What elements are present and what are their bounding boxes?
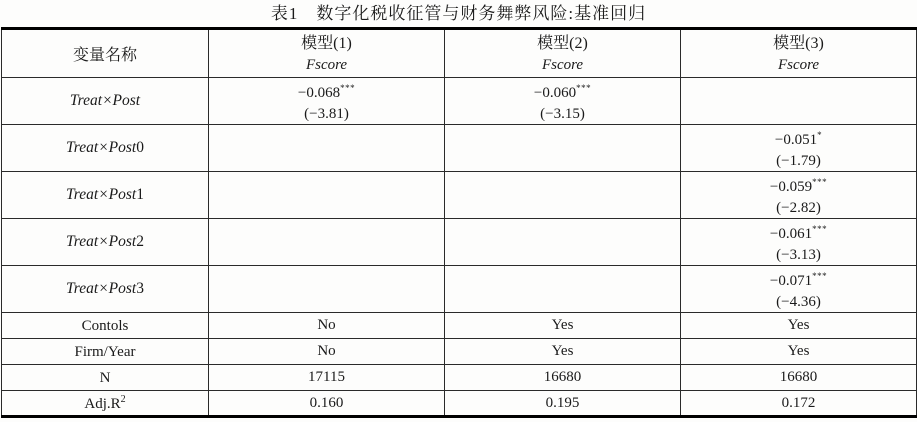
variable-name-text: Treat×Post: [66, 186, 137, 203]
coef-cell: [681, 172, 917, 219]
stat-label: [2, 391, 209, 417]
stat-label: [2, 313, 209, 339]
t-statistic: (−3.13): [776, 247, 821, 263]
variable-name-text: Treat×Post: [69, 92, 141, 109]
stat-value: 16680: [681, 365, 917, 391]
table-row-controls: [2, 313, 917, 339]
coef-cell: [209, 78, 445, 125]
dep-var-label: Fscore: [305, 56, 348, 73]
coef-cell: [681, 78, 917, 125]
header-model-2: [445, 29, 681, 78]
header-model-1: [209, 29, 445, 78]
coef-cell: [445, 125, 681, 172]
t-statistic: (−1.79): [776, 153, 821, 169]
variable-name-text: Treat×Post: [66, 280, 137, 297]
coef-cell: [445, 172, 681, 219]
variable-name: [2, 172, 209, 219]
variable-name: [2, 78, 209, 125]
significance-stars: *: [817, 130, 823, 140]
coef-cell: [445, 219, 681, 266]
header-model-3: [681, 29, 917, 78]
table-row-firm-year: [2, 339, 917, 365]
significance-stars: ***: [812, 271, 828, 281]
coefficient-value: −0.051: [774, 132, 818, 148]
variable-name-text: Treat×Post: [66, 139, 137, 156]
table-row-treat-post2: [2, 219, 917, 266]
stat-value: 0.195: [445, 391, 681, 417]
variable-name-suffix: 1: [136, 186, 144, 203]
coefficient-value: −0.068: [297, 85, 341, 101]
coefficient-value: −0.059: [769, 179, 813, 195]
coef-cell: [209, 219, 445, 266]
stat-label: [2, 339, 209, 365]
stat-value: Yes: [445, 313, 681, 339]
stat-value: 17115: [209, 365, 445, 391]
stat-label-text: N: [99, 370, 111, 386]
table-row-n: [2, 365, 917, 391]
significance-stars: ***: [340, 83, 356, 93]
stat-label-sup: 2: [120, 393, 126, 405]
variable-name: [2, 266, 209, 313]
model-name: 模型(2): [537, 34, 588, 52]
coef-cell: [209, 125, 445, 172]
stat-label-text: Adj.R: [84, 395, 121, 412]
stat-value: Yes: [445, 339, 681, 365]
regression-table: [1, 27, 917, 418]
coef-cell: [209, 172, 445, 219]
table-title: 表1 数字化税收征管与财务舞弊风险:基准回归: [270, 4, 647, 23]
dep-var-label: Fscore: [777, 56, 820, 73]
header-variable-col: 变量名称: [2, 29, 209, 78]
coefficient: [681, 172, 916, 198]
coef-cell: [681, 219, 917, 266]
dep-var-label: Fscore: [541, 56, 584, 73]
coef-cell: [445, 266, 681, 313]
stat-value: No: [209, 313, 445, 339]
t-statistic: (−3.81): [304, 106, 349, 122]
significance-stars: ***: [576, 83, 592, 93]
stat-value: 16680: [445, 365, 681, 391]
significance-stars: ***: [812, 224, 828, 234]
stat-value: No: [209, 339, 445, 365]
table-row-treat-post: [2, 78, 917, 125]
stat-label-text: Firm/Year: [74, 344, 136, 360]
coefficient: [209, 78, 444, 104]
table-header-row: [2, 29, 917, 78]
table-row-treat-post1: [2, 172, 917, 219]
significance-stars: ***: [812, 177, 828, 187]
variable-name: [2, 125, 209, 172]
model-name: 模型(1): [301, 34, 352, 52]
variable-name: [2, 219, 209, 266]
coef-cell: [445, 78, 681, 125]
stat-value: Yes: [681, 313, 917, 339]
stat-value: Yes: [681, 339, 917, 365]
t-statistic: (−2.82): [776, 200, 821, 216]
coefficient: [681, 125, 916, 151]
coef-cell: [681, 125, 917, 172]
coefficient-value: −0.061: [769, 226, 813, 242]
stat-label: [2, 365, 209, 391]
stat-label-text: Contols: [81, 318, 129, 334]
variable-name-suffix: 0: [136, 139, 144, 156]
stat-value: 0.160: [209, 391, 445, 417]
variable-name-suffix: 3: [136, 280, 144, 297]
table-row-treat-post3: [2, 266, 917, 313]
stat-value: 0.172: [681, 391, 917, 417]
t-statistic: (−3.15): [540, 106, 585, 122]
table-row-adj-r2: [2, 391, 917, 417]
table-row-treat-post0: [2, 125, 917, 172]
variable-name-suffix: 2: [136, 233, 144, 250]
coef-cell: [209, 266, 445, 313]
variable-name-text: Treat×Post: [66, 233, 137, 250]
coef-cell: [681, 266, 917, 313]
coefficient: [681, 219, 916, 245]
coefficient-value: −0.060: [533, 85, 577, 101]
coefficient: [445, 78, 680, 104]
coefficient-value: −0.071: [769, 273, 813, 289]
model-name: 模型(3): [773, 34, 824, 52]
t-statistic: (−4.36): [776, 294, 821, 310]
coefficient: [681, 266, 916, 292]
